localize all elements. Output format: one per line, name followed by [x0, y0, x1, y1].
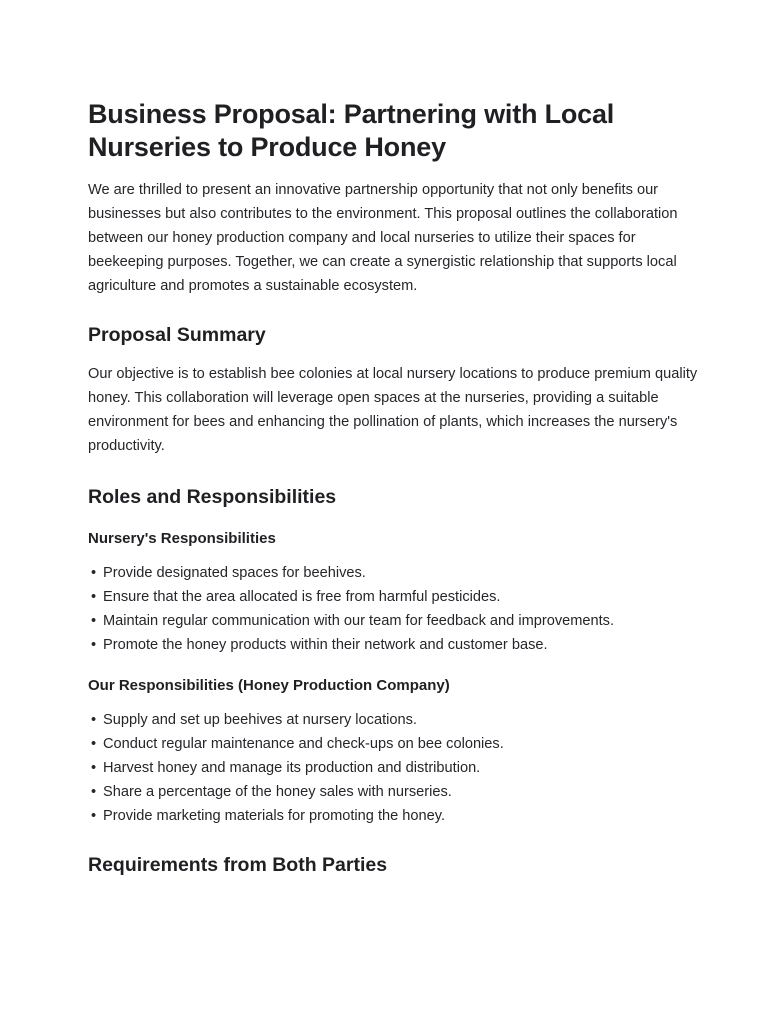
- list-item: [88, 633, 698, 657]
- bullet-icon: •: [91, 637, 97, 653]
- bullet-icon: •: [91, 736, 97, 752]
- our-responsibilities-list: [88, 708, 698, 828]
- bullet-icon: •: [91, 808, 97, 824]
- list-item: [88, 561, 698, 585]
- section-heading-summary: Proposal Summary: [88, 324, 266, 346]
- list-item: [88, 585, 698, 609]
- list-item-text: Provide designated spaces for beehives.: [103, 565, 366, 581]
- document-title: Business Proposal: Partnering with Local Nurseries to Produce Honey: [88, 99, 615, 162]
- list-item-text: Harvest honey and manage its production and distribution.: [103, 760, 481, 776]
- subheading-nursery-responsibilities: Nursery's Responsibilities: [88, 530, 276, 547]
- summary-paragraph: Our objective is to establish bee colonies at local nursery locations to produce premium quality honey. This collaboration will leverage open spaces at the nurseries, providing a suitable environment for bees and enhancing the pollination of plants, which increases the nursery's productivity.: [88, 366, 698, 454]
- list-item: [88, 732, 698, 756]
- list-item-text: Ensure that the area allocated is free from harmful pesticides.: [103, 589, 501, 605]
- bullet-icon: •: [91, 784, 97, 800]
- list-item-text: Provide marketing materials for promoting the honey.: [103, 808, 446, 824]
- list-item-text: Supply and set up beehives at nursery locations.: [103, 712, 417, 728]
- bullet-icon: •: [91, 613, 97, 629]
- bullet-icon: •: [91, 712, 97, 728]
- list-item: [88, 804, 698, 828]
- list-item: [88, 756, 698, 780]
- bullet-icon: •: [91, 589, 97, 605]
- intro-paragraph: We are thrilled to present an innovative partnership opportunity that not only benefits our businesses but also contributes to the environment. This proposal outlines the collaboration between our honey production company and local nurseries to utilize their spaces for beekeeping purposes. Together, we can create a synergistic relationship that supports local agriculture and promotes a sustainable ecosystem.: [88, 182, 678, 294]
- nursery-responsibilities-list: [88, 561, 698, 657]
- section-heading-roles: Roles and Responsibilities: [88, 486, 337, 508]
- bullet-icon: •: [91, 565, 97, 581]
- list-item-text: Maintain regular communication with our team for feedback and improvements.: [103, 613, 615, 629]
- list-item-text: Promote the honey products within their network and customer base.: [103, 637, 548, 653]
- list-item-text: Share a percentage of the honey sales with nurseries.: [103, 784, 452, 800]
- list-item: [88, 708, 698, 732]
- subheading-our-responsibilities: Our Responsibilities (Honey Production Company): [88, 677, 450, 694]
- list-item: [88, 780, 698, 804]
- bullet-icon: •: [91, 760, 97, 776]
- list-item-text: Conduct regular maintenance and check-ups on bee colonies.: [103, 736, 504, 752]
- list-item: [88, 609, 698, 633]
- section-heading-requirements: Requirements from Both Parties: [88, 854, 388, 876]
